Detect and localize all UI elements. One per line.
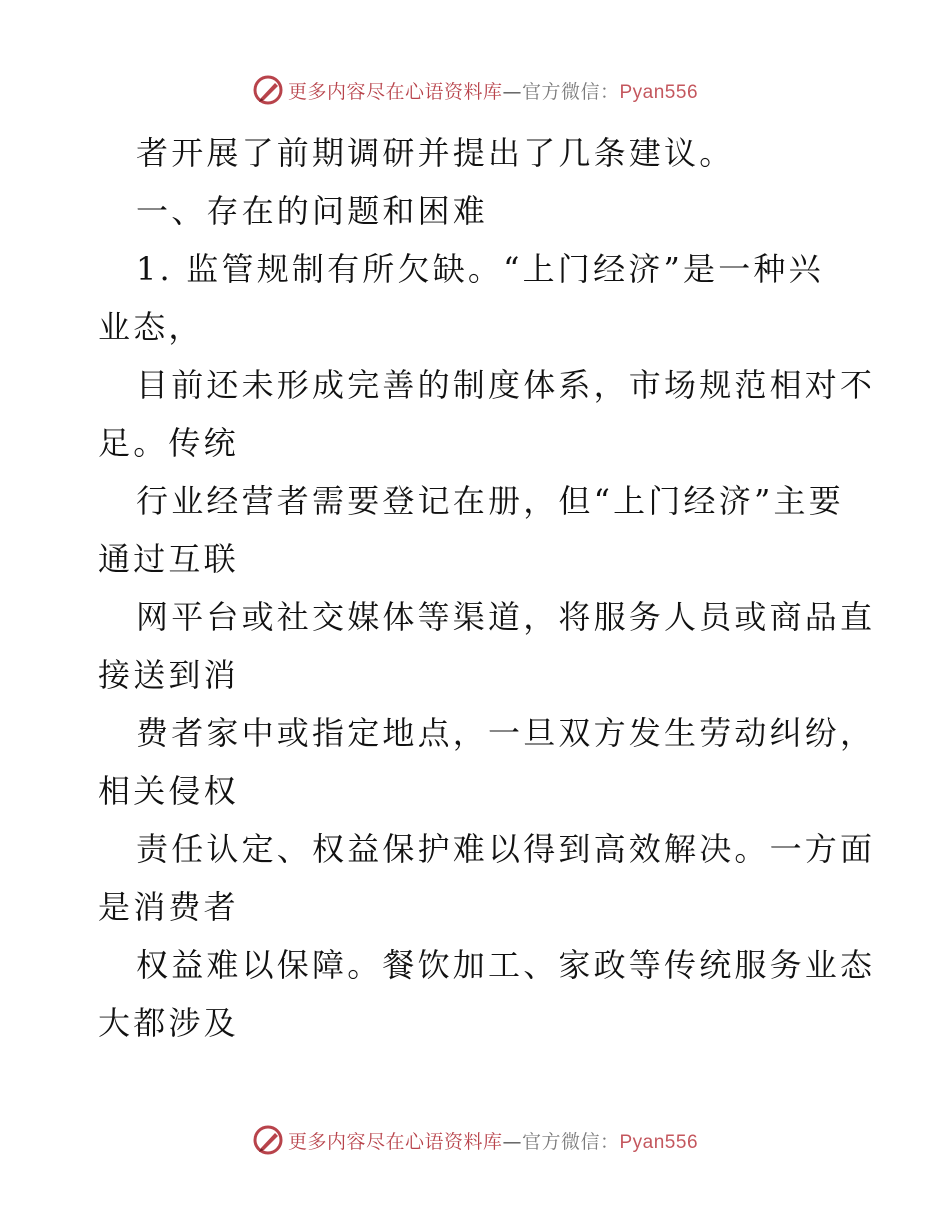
text-line: 通过互联 [98,540,239,578]
text-line: 网平台或社交媒体等渠道，将服务人员或商品直 [136,598,876,636]
text-line: 行业经营者需要登记在册，但“上门经济”主要 [136,482,844,520]
footer-banner-dash: — [502,1130,522,1153]
header-banner-dash: — [502,80,522,103]
text-line: 责任认定、权益保护难以得到高效解决。一方面 [136,830,876,868]
text-line: 者开展了前期调研并提出了几条建议。 [136,134,735,172]
text-line: 业态， [98,308,204,346]
header-banner [0,70,950,110]
text-line: 足。传统 [98,424,239,462]
header-banner-main: 更多内容尽在心语资料库 [287,80,503,103]
pen-logo-icon [252,74,284,106]
pen-logo-icon [252,1124,284,1156]
text-line: 权益难以保障。餐饮加工、家政等传统服务业态 [136,946,876,984]
text-line: 大都涉及 [98,1004,239,1042]
text-line: 1. 监管规制有所欠缺。“上门经济”是一种兴 [136,250,824,288]
text-line: 目前还未形成完善的制度体系，市场规范相对不 [136,366,876,404]
document-body [98,124,876,1052]
header-banner-text [288,77,698,104]
text-line: 是消费者 [98,888,239,926]
text-line: 接送到消 [98,656,239,694]
footer-banner-wechat: 官方微信： [521,1130,620,1153]
header-banner-wechat: 官方微信： [521,80,620,103]
footer-banner [0,1120,950,1160]
footer-banner-handle: Pyan556 [619,1131,699,1153]
text-line: 费者家中或指定地点，一旦双方发生劳动纠纷， [136,714,876,752]
footer-banner-main: 更多内容尽在心语资料库 [287,1130,503,1153]
footer-banner-text [288,1127,698,1154]
header-banner-handle: Pyan556 [619,81,699,103]
paragraph-lines [98,124,876,1052]
text-line: 一、存在的问题和困难 [136,192,489,230]
text-line: 相关侵权 [98,772,239,810]
